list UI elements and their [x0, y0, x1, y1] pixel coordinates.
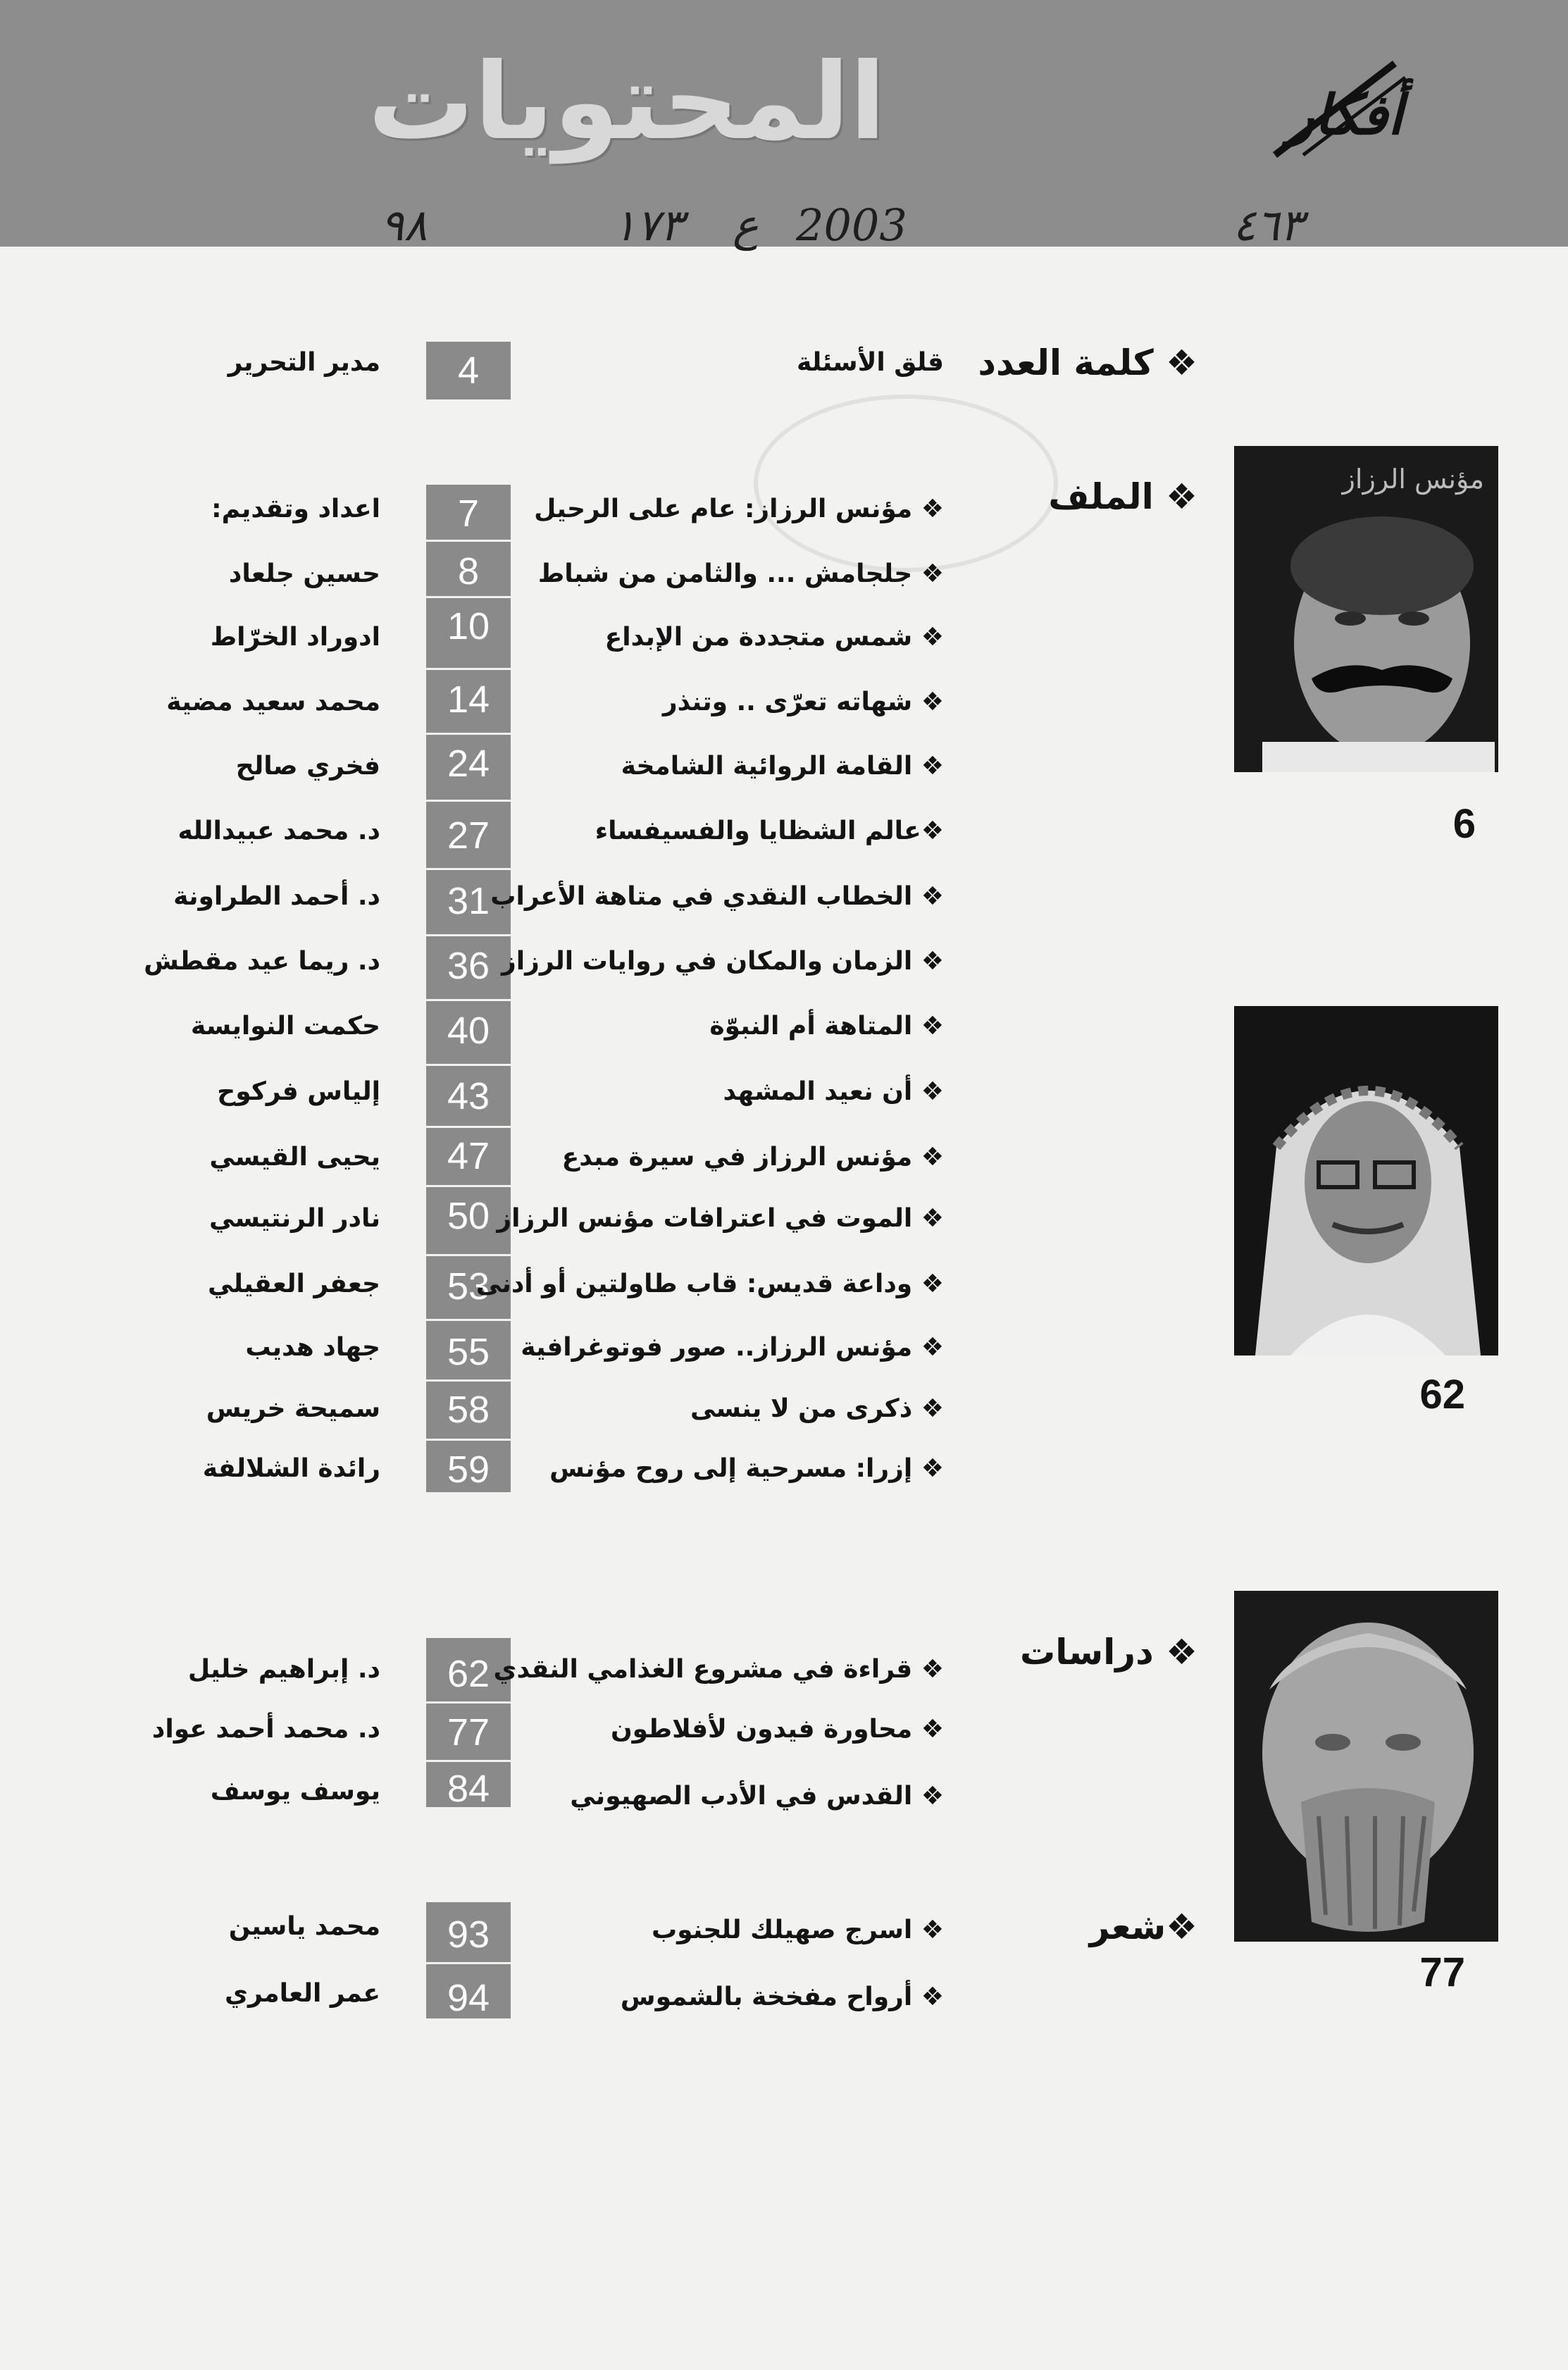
page-number: 84: [447, 1768, 490, 1810]
divider: [426, 733, 511, 735]
page-number: 27: [447, 814, 490, 857]
article-author: حسين جلعاد: [228, 559, 380, 588]
article-title: ❖ شهاته تعرّى .. وتنذر: [662, 688, 944, 716]
divider: [426, 1962, 511, 1964]
article-author: حكمت النوايسة: [190, 1012, 380, 1041]
article-title: ❖ ذكرى من لا ينسى: [690, 1394, 944, 1423]
logo-text: أفكار: [1288, 84, 1403, 147]
page-number: 59: [447, 1448, 490, 1491]
divider: [426, 800, 511, 802]
divider: [426, 1126, 511, 1128]
article-title: ❖ مؤنس الرزاز: عام على الرحيل: [534, 495, 944, 523]
article-title: ❖ القدس في الأدب الصهيوني: [570, 1782, 944, 1811]
divider: [426, 999, 511, 1001]
article-author: عمر العامري: [224, 1979, 380, 2008]
article-author: نادر الرنتيسي: [209, 1204, 380, 1233]
article-title: ❖ محاورة فيدون لأفلاطون: [610, 1715, 944, 1744]
article-title: ❖ اسرج صهيلك للجنوب: [651, 1916, 944, 1944]
page-number: 36: [447, 945, 490, 987]
article-author: جعفر العقيلي: [207, 1270, 380, 1298]
divider: [426, 1185, 511, 1187]
page-title: المحتويات: [368, 41, 886, 163]
page-number: 47: [447, 1135, 490, 1177]
divider: [426, 1254, 511, 1256]
article-author: ادوراد الخرّاط: [210, 623, 380, 652]
article-title: ❖ إزرا: مسرحية إلى روح مؤنس: [549, 1454, 944, 1483]
divider: [426, 596, 511, 598]
page-number: 43: [447, 1075, 490, 1117]
handwritten-note: ٤٦٣: [1233, 199, 1303, 251]
article-author: يوسف يوسف: [210, 1777, 380, 1806]
article-author: د. إبراهيم خليل: [187, 1655, 380, 1684]
article-author: رائدة الشلالفة: [202, 1454, 380, 1483]
photo-page-number: 77: [1419, 1949, 1465, 1995]
article-author: جهاد هديب: [245, 1333, 380, 1362]
photo-mounes-razzaz: [1234, 446, 1498, 772]
page-number: 4: [426, 342, 511, 399]
page-number: 31: [447, 880, 490, 922]
page-number: 94: [447, 1977, 490, 2019]
divider: [426, 1379, 511, 1382]
divider: [426, 540, 511, 542]
divider: [426, 934, 511, 936]
article-title: ❖ الموت في اعترافات مؤنس الرزاز: [497, 1204, 944, 1233]
page-number: 58: [447, 1389, 490, 1431]
page-number: 24: [447, 743, 490, 785]
article-title: ❖ القامة الروائية الشامخة: [621, 752, 944, 781]
photo-caption: مؤنس الرزاز: [1342, 464, 1484, 495]
photo-ghazami: [1234, 1006, 1498, 1355]
photo-plato-bust: [1234, 1591, 1498, 1942]
magazine-logo: [1254, 56, 1437, 162]
article-author: فخري صالح: [235, 752, 380, 781]
handwritten-note: ٩٨: [380, 199, 428, 251]
article-author: مدير التحرير: [228, 348, 380, 377]
article-title: ❖ جلجامش ... والثامن من شباط: [537, 559, 944, 588]
article-author: د. ريما عيد مقطش: [144, 947, 380, 976]
article-title: ❖عالم الشظايا والفسيفساء: [595, 817, 944, 845]
page-number: 93: [447, 1913, 490, 1956]
article-author: سميحة خريس: [206, 1394, 380, 1423]
article-author: د. محمد أحمد عواد: [151, 1715, 380, 1744]
article-author: إلياس فركوح: [217, 1077, 380, 1106]
page-number: 14: [447, 678, 490, 721]
page-number: 77: [447, 1711, 490, 1754]
page-number: 53: [447, 1265, 490, 1308]
article-author: اعداد وتقديم:: [211, 495, 380, 523]
divider: [426, 668, 511, 670]
divider: [426, 1319, 511, 1321]
article-title: ❖ المتاهة أم النبوّة: [709, 1012, 944, 1041]
divider: [426, 1439, 511, 1441]
article-title: ❖ الخطاب النقدي في متاهة الأعراب: [490, 882, 944, 911]
article-title: ❖ مؤنس الرزاز.. صور فوتوغرافية: [521, 1333, 944, 1362]
article-title: ❖ قراءة في مشروع الغذامي النقدي: [493, 1655, 944, 1684]
page-number: 7: [457, 492, 480, 535]
page-number: 40: [447, 1010, 490, 1052]
section-dossier: ❖ الملف: [1048, 476, 1197, 517]
section-editorial: ❖ كلمة العدد: [978, 342, 1197, 383]
photo-page-number: 6: [1452, 801, 1476, 847]
page-number: 10: [447, 605, 490, 647]
section-poetry: ❖شعر: [1089, 1906, 1197, 1947]
article-author: محمد سعيد مضية: [166, 688, 380, 716]
article-author: محمد ياسين: [228, 1912, 380, 1941]
page-number: 62: [447, 1653, 490, 1695]
photo-page-number: 62: [1419, 1372, 1465, 1417]
handwritten-note: ١٧٣: [613, 199, 683, 251]
article-title: ❖ أرواح مفخخة بالشموس: [620, 1983, 944, 2011]
divider: [426, 868, 511, 870]
page-number: 55: [447, 1331, 490, 1373]
article-author: يحيى القيسي: [209, 1143, 380, 1172]
article-author: د. أحمد الطراونة: [173, 882, 380, 911]
article-title: ❖ الزمان والمكان في روايات الرزاز: [502, 947, 944, 976]
article-title: ❖ أن نعيد المشهد: [723, 1077, 944, 1106]
divider: [426, 1064, 511, 1066]
article-title: ❖ شمس متجددة من الإبداع: [604, 623, 944, 652]
article-title: قلق الأسئلة: [796, 348, 944, 377]
page-number: 8: [457, 550, 480, 592]
section-studies: ❖ دراسات: [1019, 1632, 1197, 1673]
handwritten-note: ع: [733, 199, 759, 251]
page-number: 50: [447, 1195, 490, 1237]
article-title: ❖ وداعة قديس: قاب طاولتين أو أدنى: [475, 1270, 944, 1298]
handwritten-note: 2003: [796, 199, 907, 251]
article-author: د. محمد عبيدالله: [178, 817, 380, 845]
article-title: ❖ مؤنس الرزاز في سيرة مبدع: [561, 1143, 944, 1172]
